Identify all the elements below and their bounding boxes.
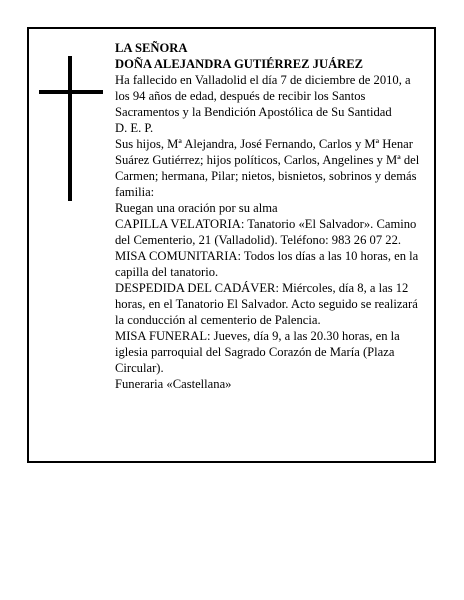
- dep-line: D. E. P.: [115, 121, 154, 135]
- farewell-info: DESPEDIDA DEL CADÁVER: Miércoles, día 8, a las 12 horas, en el Tanatorio El Salvador. Acto seguido se realizará la conducción al cementerio de Palencia.: [115, 281, 418, 327]
- prayer-request: Ruegan una oración por su alma: [115, 201, 278, 215]
- funeral-mass-info: MISA FUNERAL: Jueves, día 9, a las 20.30 horas, en la iglesia parroquial del Sagrado Corazón de María (Plaza Circular).: [115, 329, 400, 375]
- family-list: Sus hijos, Mª Alejandra, José Fernando, Carlos y Mª Henar Suárez Gutiérrez; hijos políticos, Carlos, Angelines y Mª del Carmen; hermana, Pilar; nietos, bisnietos, sobrinos y demás familia:: [115, 137, 420, 199]
- cross-vertical-bar: [68, 56, 72, 201]
- chapel-info: CAPILLA VELATORIA: Tanatorio «El Salvador». Camino del Cementerio, 21 (Valladolid). Teléfono: 983 26 07 22.: [115, 217, 417, 247]
- notice-text: [115, 40, 425, 392]
- funeral-home: Funeraria «Castellana»: [115, 377, 232, 391]
- deceased-name: DOÑA ALEJANDRA GUTIÉRREZ JUÁREZ: [115, 57, 364, 71]
- community-mass-info: MISA COMUNITARIA: Todos los días a las 10 horas, en la capilla del tanatorio.: [115, 249, 419, 279]
- cross-horizontal-bar: [39, 90, 103, 94]
- death-announcement: Ha fallecido en Valladolid el día 7 de diciembre de 2010, a los 94 años de edad, después de recibir los Santos Sacramentos y la Bendición Apostólica de Su Santidad: [115, 73, 411, 119]
- cross-icon: [39, 56, 103, 201]
- obituary-notice: [27, 27, 436, 463]
- notice-title: LA SEÑORA: [115, 41, 188, 55]
